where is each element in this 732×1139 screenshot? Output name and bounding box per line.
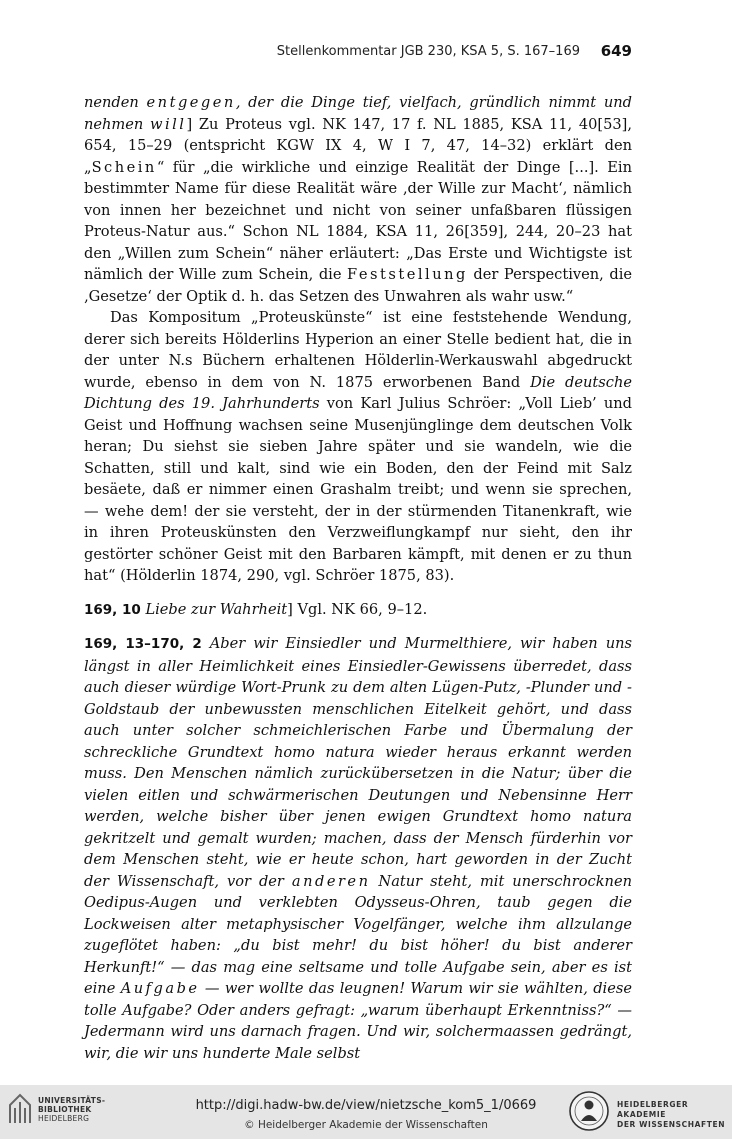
footer-bar [0, 1085, 732, 1139]
page-header [84, 38, 632, 68]
academy-name: HEIDELBERGER AKADEMIE DER WISSENSCHAFTEN [617, 1100, 726, 1129]
lemma: Liebe zur Wahrheit [145, 600, 288, 618]
copyright-notice: © Heidelberger Akademie der Wissenschaften [244, 1119, 488, 1131]
running-head: Stellenkommentar JGB 230, KSA 5, S. 167–169 [276, 44, 580, 59]
paragraph-proteus: nenden entgegen, der die Dinge tief, vielfach, gründlich nimmt und nehmen will] Zu Proteus vgl. NK 147, 17 f. NL 1885, KSA 11, 40[53], 654, 15–29 (entspricht KGW IX 4, W I 7, 47, 14–32) erklärt den „Schein“ für „die wirkliche und einzige Realität der Dinge [...]. Ein bestimmter Name für diese Realität wäre ‚der Wille zur Macht‘, nämlich von innen her bezeichnet und nicht von seiner unfaßbaren flüssigen Proteus-Natur aus.“ Schon NL 1884, KSA 11, 26[359], 244, 20–23 hat den „Willen zum Schein“ näher erläutert: „Das Erste und Wichtigste ist nämlich der Wille zum Schein, die Feststellung der Perspectiven, die ‚Gesetze‘ der Optik d. h. das Setzen des Unwahren als wahr usw.“ [84, 94, 633, 305]
line-reference: 169, 10 [84, 601, 141, 618]
entry-169-13: 169, 13–170, 2 Aber wir Einsiedler und Murmelthiere, wir haben uns längst in aller Heimlichkeit eines Einsiedler-Gewissens überredet, dass auch dieser würdige Wort-Prunk zu dem alten Lügen-Putz, -Plunder und -Goldstaub der unbewussten menschlichen Eitelkeit gehört, und dass auch unter solcher schmeichlerischen Farbe und Übermalung der schreckliche Grundtext homo natura wieder heraus erkannt werden muss. Den Menschen nämlich zurückübersetzen in die Natur; über die vielen eitlen und schwärmerischen Deutungen und Nebensinne Herr werden, welche bisher über jenen ewigen Grundtext homo natura gekritzelt und gemalt wurden; machen, dass der Mensch fürderhin vor dem Menschen steht, wie er heute schon, hart geworden in der Zucht der Wissenschaft, vor der anderen Natur steht, mit unerschrocknen Oedipus-Augen und verklebten Odysseus-Ohren, taub gegen die Lockweisen alter metaphysischer Vogelfänger, welche ihm allzulange zugeflötet haben: „du bist mehr! du bist höher! du bist anderer Herkunft!“ — das mag eine seltsame und tolle Aufgabe sein, aber es ist eine Aufgabe — wer wollte das leugnen! Warum wir sie wählten, diese tolle Aufgabe? Oder anders gefragt: „warum überhaupt Erkenntniss?“ — Jedermann wird uns darnach fragen. Und wir, solchermaassen gedrängt, wir, die wir uns hunderte Male selbst [84, 635, 632, 1062]
paragraph-proteuskuenste: Das Kompositum „Proteuskünste“ ist eine feststehende Wendung, derer sich bereits Hölderlins Hyperion an einer Stelle bedient hat, die in der unter N.s Büchern erhaltenen Hölderlin-Werkauswahl abgedruckt wurde, ebenso in dem von N. 1875 erworbenen Band Die deutsche Dichtung des 19. Jahrhunderts von Karl Julius Schröer: „Voll Lieb’ und Geist und Hoffnung wachsen seine Musenjünglinge dem deutschen Volk heran; Du siehst sie sieben Jahre später und sie wandeln, wie die Schatten, still und kalt, sind wie ein Boden, den der Feind mit Salz besäete, daß er nimmer einen Grashalm treibt; und wenn sie sprechen, — wehe dem! der sie versteht, der in der stürmenden Titanenkraft, wie in ihren Proteuskünsten den Verzweiflungkampf nur sieht, den ihr gestörter schöner Geist mit den Barbaren kämpft, mit denen er zu thun hat“ (Hölderlin 1874, 290, vgl. Schröer 1875, 83). [84, 309, 632, 584]
source-url-link[interactable]: http://digi.hadw-bw.de/view/nietzsche_kom5_1/0669 [195, 1098, 537, 1113]
commentary-text [84, 92, 632, 1064]
page-number: 649 [600, 42, 632, 60]
entry-169-10: 169, 10 Liebe zur Wahrheit] Vgl. NK 66, 9–12. [84, 600, 428, 618]
academy-seal-icon [568, 1090, 610, 1132]
line-reference: 169, 13–170, 2 [84, 636, 202, 652]
library-name: UNIVERSITÄTS- BIBLIOTHEK HEIDELBERG [38, 1096, 106, 1123]
